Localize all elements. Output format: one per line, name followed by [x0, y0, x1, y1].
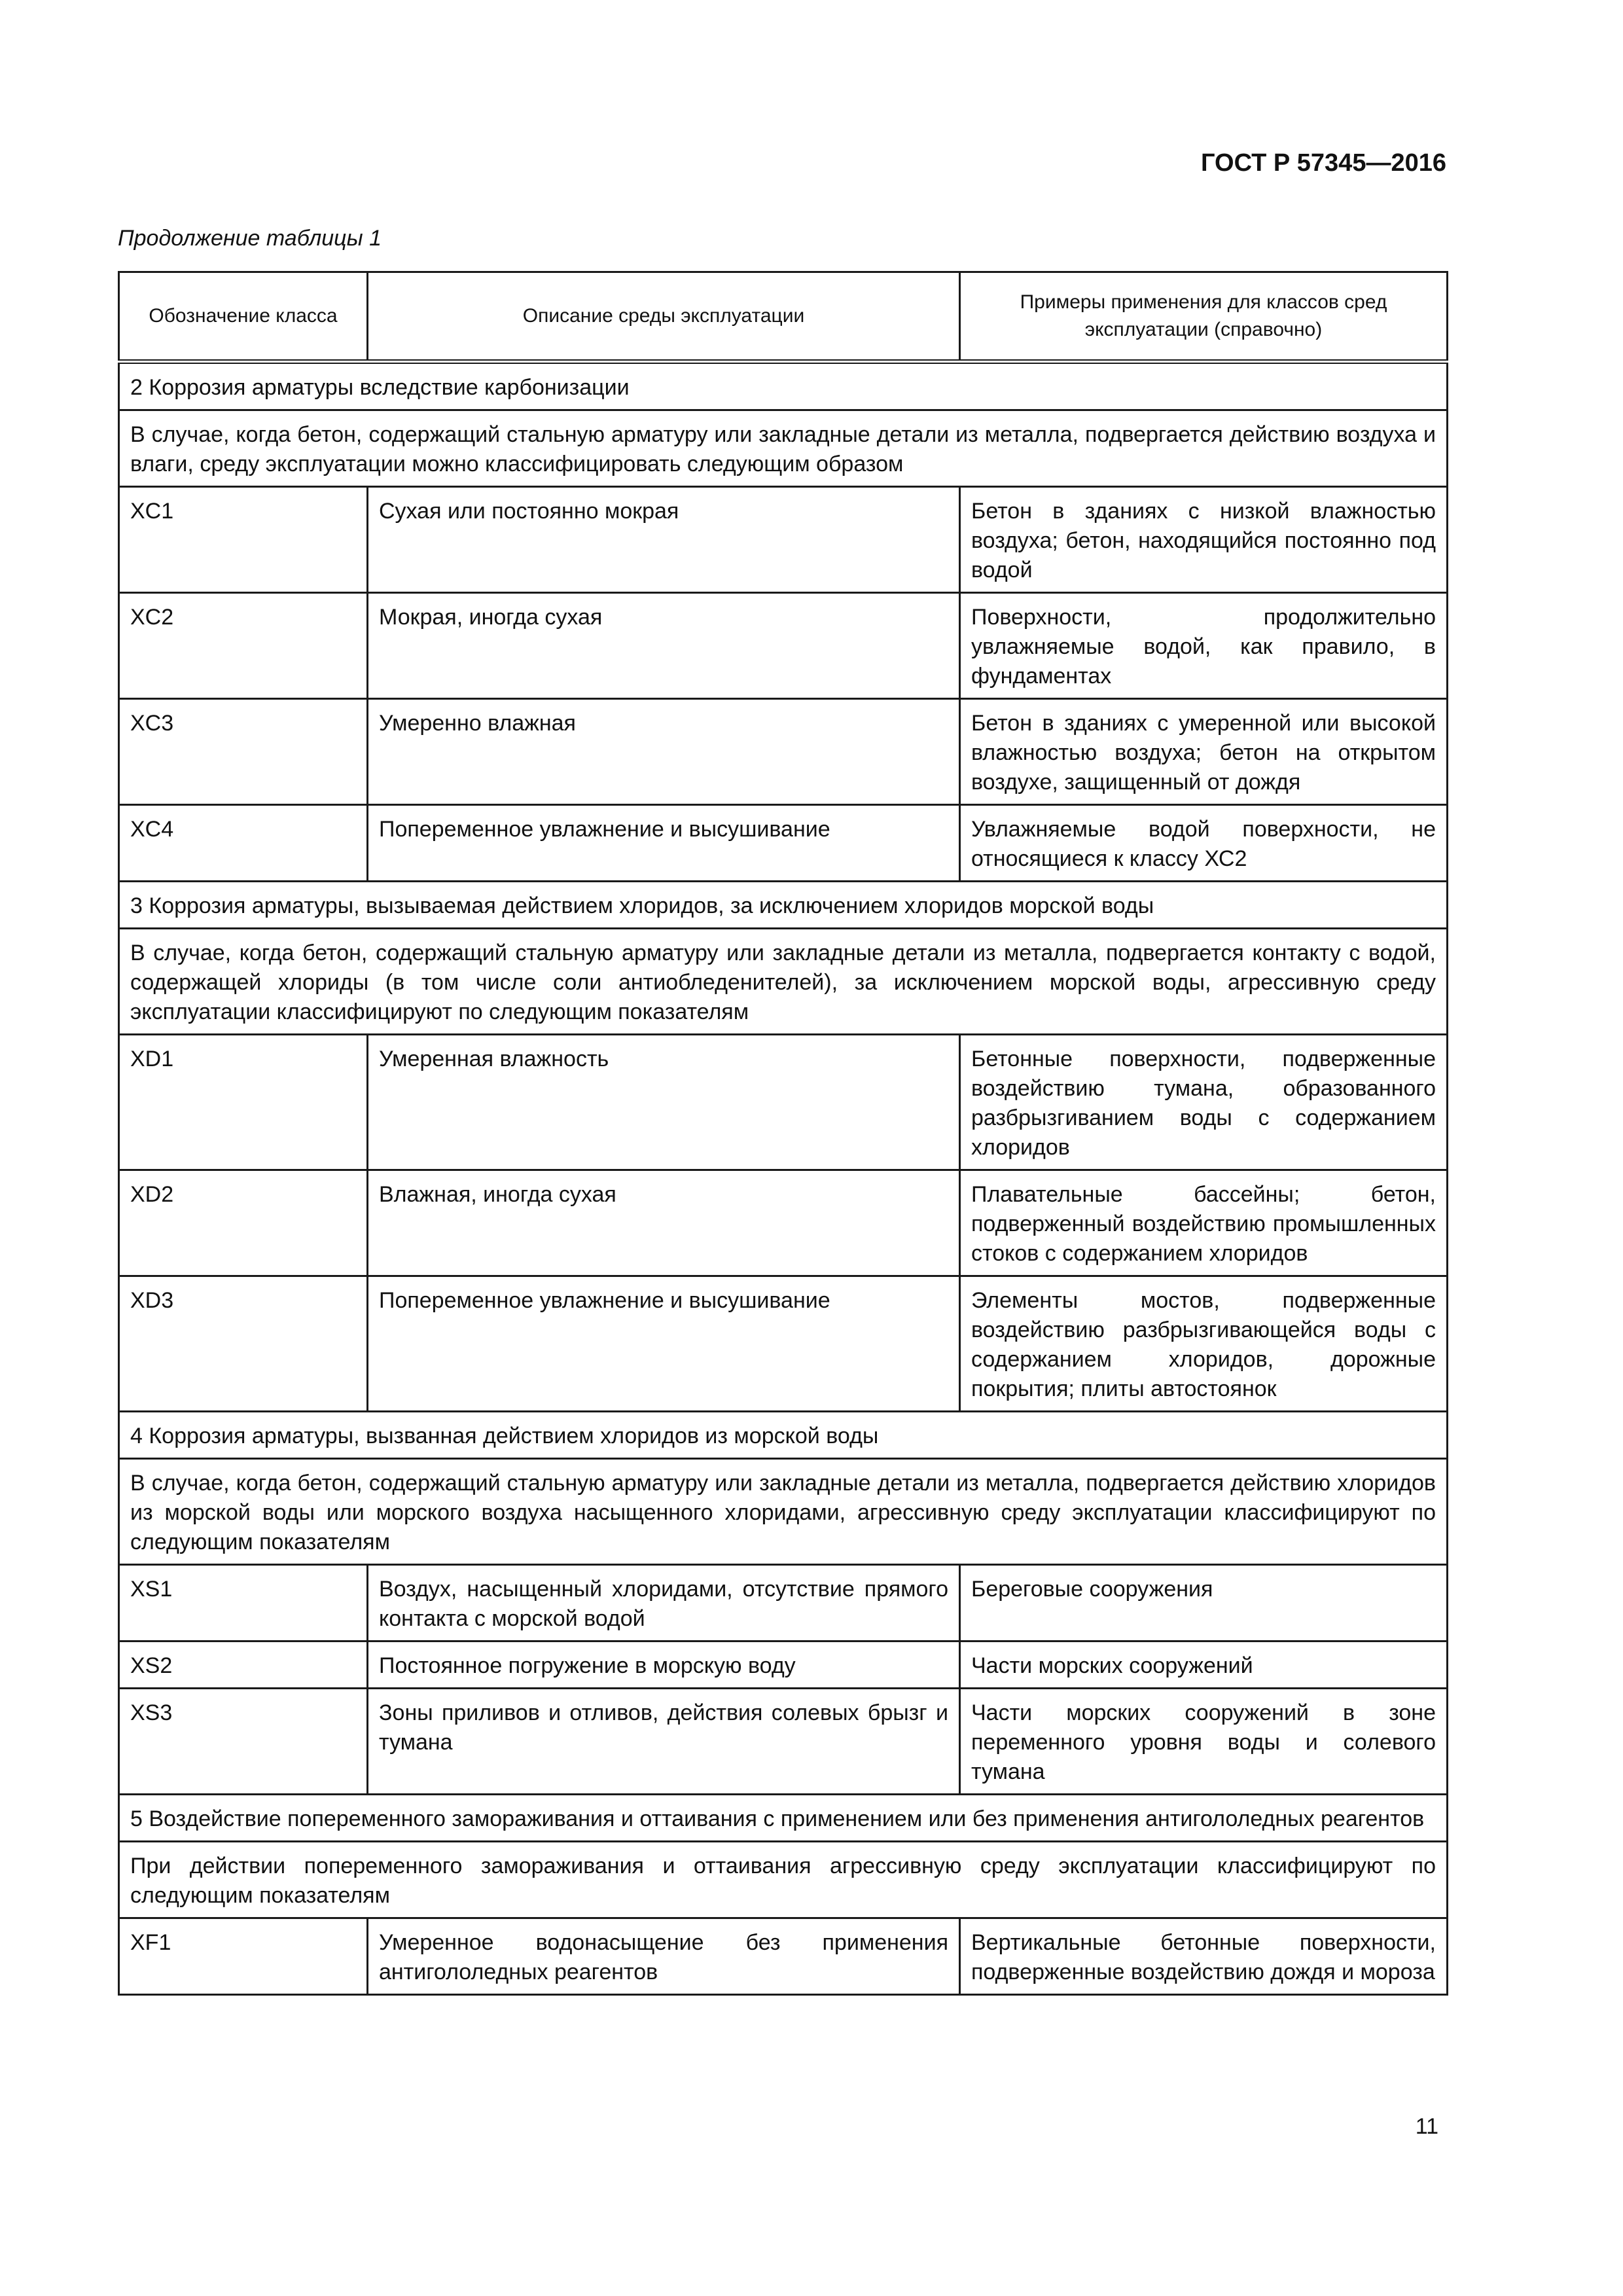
column-header-examples: Примеры применения для классов сред эксплуатации (справочно) — [960, 272, 1448, 362]
section-title-row — [119, 1795, 1448, 1842]
application-example: Бетонные поверхности, подверженные воздействию тумана, образованного разбрызгиванием воды с содержанием хлоридов — [960, 1035, 1448, 1170]
section-intro-row — [119, 1842, 1448, 1918]
class-code: XC2 — [119, 593, 368, 699]
class-code: XF1 — [119, 1918, 368, 1995]
column-header-class: Обозначение класса — [119, 272, 368, 362]
section-intro: При действии попеременного замораживания и оттаивания агрессивную среду эксплуатации классифицируют по следующим показателям — [119, 1842, 1448, 1918]
section-intro-row — [119, 410, 1448, 487]
table-row — [119, 805, 1448, 882]
section-title: 3 Коррозия арматуры, вызываемая действием хлоридов, за исключением хлоридов морской воды — [119, 882, 1448, 929]
environment-description: Зоны приливов и отливов, действия солевых брызг и тумана — [368, 1689, 960, 1795]
section-intro: В случае, когда бетон, содержащий стальную арматуру или закладные детали из металла, подвергается контакту с водой, содержащей хлориды (в том числе соли антиобледенителей), за исключением морской воды, агрессивную среду эксплуатации классифицируют по следующим показателям — [119, 929, 1448, 1035]
environment-description: Попеременное увлажнение и высушивание — [368, 1276, 960, 1412]
table-row — [119, 1035, 1448, 1170]
application-example: Увлажняемые водой поверхности, не относящиеся к классу ХС2 — [960, 805, 1448, 882]
section-title: 5 Воздействие попеременного замораживания и оттаивания с применением или без применения антигололедных реагентов — [119, 1795, 1448, 1842]
application-example: Части морских сооружений — [960, 1641, 1448, 1689]
environment-description: Мокрая, иногда сухая — [368, 593, 960, 699]
table-row — [119, 1276, 1448, 1412]
environment-description: Сухая или постоянно мокрая — [368, 487, 960, 593]
table-row — [119, 1170, 1448, 1276]
section-title-row — [119, 1412, 1448, 1459]
section-title: 4 Коррозия арматуры, вызванная действием хлоридов из морской воды — [119, 1412, 1448, 1459]
table-caption: Продолжение таблицы 1 — [118, 226, 382, 251]
environment-description: Попеременное увлажнение и высушивание — [368, 805, 960, 882]
table-row — [119, 487, 1448, 593]
exposure-classes-table — [118, 271, 1448, 1996]
application-example: Береговые сооружения — [960, 1565, 1448, 1641]
application-example: Поверхности, продолжительно увлажняемые водой, как правило, в фундаментах — [960, 593, 1448, 699]
table-header-row — [119, 272, 1448, 362]
class-code: XS1 — [119, 1565, 368, 1641]
environment-description: Умеренная влажность — [368, 1035, 960, 1170]
class-code: XC1 — [119, 487, 368, 593]
document-id: ГОСТ Р 57345—2016 — [1201, 149, 1446, 177]
environment-description: Умеренное водонасыщение без применения антигололедных реагентов — [368, 1918, 960, 1995]
class-code: XS3 — [119, 1689, 368, 1795]
section-intro: В случае, когда бетон, содержащий стальную арматуру или закладные детали из металла, подвергается действию воздуха и влаги, среду эксплуатации можно классифицировать следующим образом — [119, 410, 1448, 487]
environment-description: Постоянное погружение в морскую воду — [368, 1641, 960, 1689]
application-example: Части морских сооружений в зоне переменного уровня воды и солевого тумана — [960, 1689, 1448, 1795]
section-intro-row — [119, 1459, 1448, 1565]
class-code: XC3 — [119, 699, 368, 805]
class-code: XD2 — [119, 1170, 368, 1276]
section-intro-row — [119, 929, 1448, 1035]
environment-description: Умеренно влажная — [368, 699, 960, 805]
table-row — [119, 1641, 1448, 1689]
section-intro: В случае, когда бетон, содержащий стальную арматуру или закладные детали из металла, подвергается действию хлоридов из морской воды или морского воздуха насыщенного хлоридами, агрессивную среду эксплуатации классифицируют по следующим показателям — [119, 1459, 1448, 1565]
section-title-row — [119, 362, 1448, 410]
table-row — [119, 1565, 1448, 1641]
application-example: Бетон в зданиях с низкой влажностью воздуха; бетон, находящийся постоянно под водой — [960, 487, 1448, 593]
application-example: Вертикальные бетонные поверхности, подверженные воздействию дождя и мороза — [960, 1918, 1448, 1995]
table-row — [119, 1918, 1448, 1995]
section-title-row — [119, 882, 1448, 929]
application-example: Элементы мостов, подверженные воздействию разбрызгивающейся воды с содержанием хлоридов, дорожные покрытия; плиты автостоянок — [960, 1276, 1448, 1412]
class-code: XD1 — [119, 1035, 368, 1170]
application-example: Плавательные бассейны; бетон, подверженный воздействию промышленных стоков с содержанием хлоридов — [960, 1170, 1448, 1276]
column-header-description: Описание среды эксплуатации — [368, 272, 960, 362]
table-row — [119, 699, 1448, 805]
section-title: 2 Коррозия арматуры вследствие карбонизации — [119, 362, 1448, 410]
class-code: XD3 — [119, 1276, 368, 1412]
environment-description: Воздух, насыщенный хлоридами, отсутствие прямого контакта с морской водой — [368, 1565, 960, 1641]
table-row — [119, 1689, 1448, 1795]
environment-description: Влажная, иногда сухая — [368, 1170, 960, 1276]
application-example: Бетон в зданиях с умеренной или высокой влажностью воздуха; бетон на открытом воздухе, защищенный от дождя — [960, 699, 1448, 805]
table-row — [119, 593, 1448, 699]
page-number: 11 — [1415, 2114, 1438, 2139]
class-code: XS2 — [119, 1641, 368, 1689]
class-code: XC4 — [119, 805, 368, 882]
